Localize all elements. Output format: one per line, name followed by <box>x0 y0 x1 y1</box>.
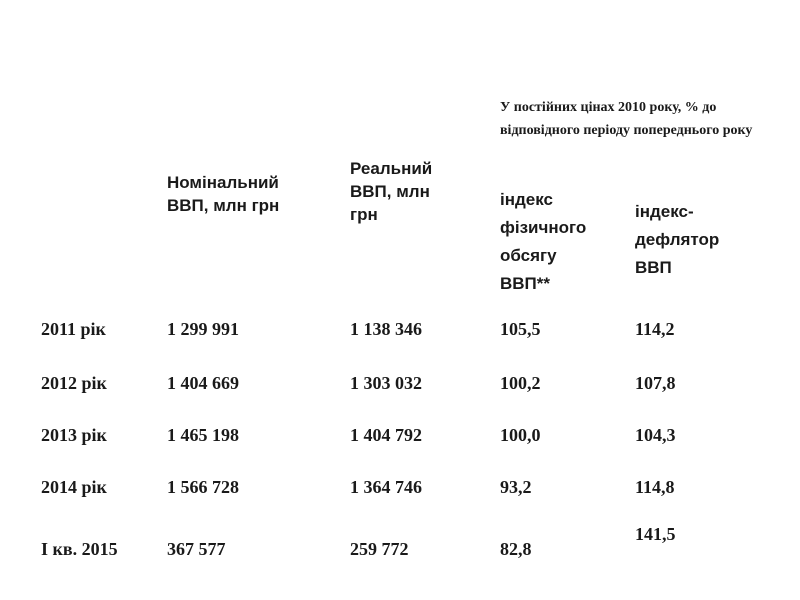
row-index: 100,2 <box>500 373 541 393</box>
row-period: І кв. 2015 <box>41 539 118 559</box>
column-header-index-physical: індекс фізичного обсягу ВВП** <box>500 190 587 293</box>
row-index: 93,2 <box>500 477 532 497</box>
row-period: 2014 рік <box>41 477 107 497</box>
row-real: 1 364 746 <box>350 477 422 497</box>
row-nominal: 1 299 991 <box>167 319 239 339</box>
row-nominal: 1 465 198 <box>167 425 239 445</box>
row-real: 259 772 <box>350 539 409 559</box>
column-header-real: Реальний ВВП, млн грн <box>350 159 433 224</box>
row-index: 105,5 <box>500 319 541 339</box>
row-real: 1 138 346 <box>350 319 422 339</box>
row-index: 100,0 <box>500 425 541 445</box>
row-nominal: 1 404 669 <box>167 373 239 393</box>
row-real: 1 404 792 <box>350 425 422 445</box>
row-deflator: 104,3 <box>635 425 676 445</box>
row-real: 1 303 032 <box>350 373 422 393</box>
row-period: 2011 рік <box>41 319 106 339</box>
column-header-nominal: Номінальний ВВП, млн грн <box>167 173 280 215</box>
row-deflator: 107,8 <box>635 373 676 393</box>
row-deflator: 114,8 <box>635 477 675 497</box>
column-header-deflator: індекс-дефлятор ВВП <box>635 202 720 277</box>
row-deflator: 114,2 <box>635 319 675 339</box>
group-header: У постійних цінах 2010 року, % до відповідного періоду попереднього року <box>500 100 753 138</box>
row-period: 2012 рік <box>41 373 107 393</box>
row-nominal: 367 577 <box>167 539 226 559</box>
row-nominal: 1 566 728 <box>167 477 239 497</box>
row-period: 2013 рік <box>41 425 107 445</box>
row-deflator: 141,5 <box>635 524 676 544</box>
row-index: 82,8 <box>500 539 532 559</box>
